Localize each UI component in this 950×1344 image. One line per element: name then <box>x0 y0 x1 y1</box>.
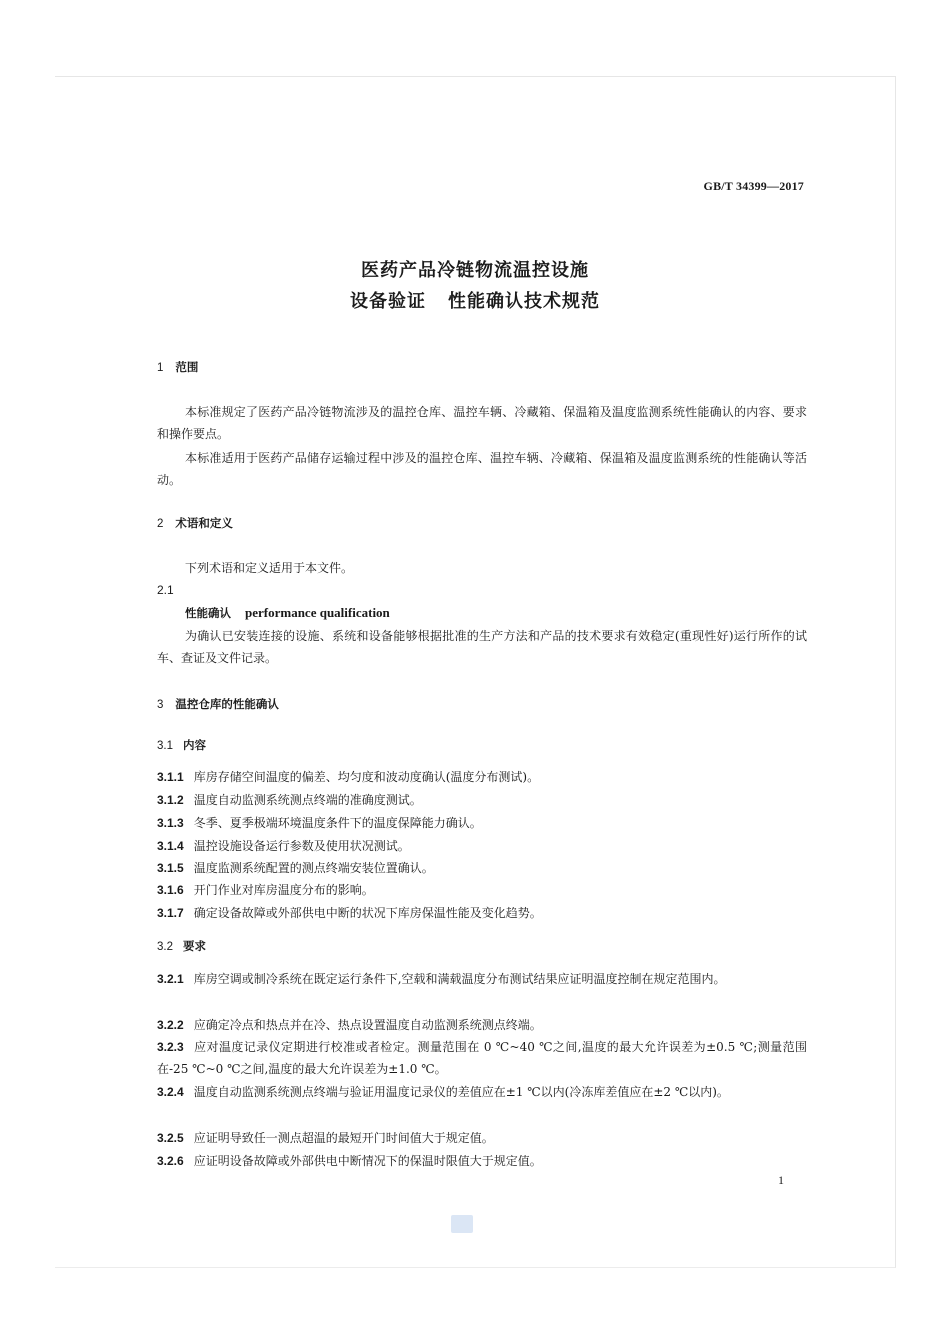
section-title: 术语和定义 <box>175 516 233 530</box>
list-item <box>157 1081 807 1103</box>
page-number: 1 <box>778 1173 784 1187</box>
item-text: 温度自动监测系统测点终端的准确度测试。 <box>193 793 422 807</box>
item-number: 3.1.3 <box>157 816 184 830</box>
item-number: 3.1.7 <box>157 906 184 920</box>
section-number: 3 <box>157 699 164 711</box>
subsection-title: 内容 <box>183 738 206 752</box>
item-number: 3.1.2 <box>157 793 184 807</box>
document-title-line1: 医药产品冷链物流温控设施 <box>361 260 589 281</box>
list-item <box>157 789 807 811</box>
document-title-line2 <box>0 287 950 313</box>
item-text: 应确定冷点和热点并在冷、热点设置温度自动监测系统测点终端。 <box>193 1018 542 1032</box>
item-text: 库房存储空间温度的偏差、均匀度和波动度确认(温度分布测试)。 <box>193 770 540 784</box>
item-text: 应对温度记录仪定期进行校准或者检定。测量范围在 0 ℃~40 ℃之间,温度的最大允许误差为±0.5 ℃;测量范围在-25 ℃~0 ℃之间,温度的最大允许误差为±1.0 ℃。 <box>157 1040 807 1076</box>
section-3-heading <box>157 693 279 716</box>
title-part-b: 性能确认技术规范 <box>448 291 600 312</box>
item-text: 应证明导致任一测点超温的最短开门时间值大于规定值。 <box>193 1131 494 1145</box>
section-title: 温控仓库的性能确认 <box>175 697 279 711</box>
section-number: 1 <box>157 362 164 374</box>
list-item <box>157 879 807 901</box>
watermark-icon <box>451 1215 473 1233</box>
section-number: 2 <box>157 518 164 530</box>
section-1-heading <box>157 356 198 379</box>
item-text: 冬季、夏季极端环境温度条件下的温度保障能力确认。 <box>193 816 482 830</box>
term-english: performance qualification <box>245 605 390 620</box>
section-title: 范围 <box>175 360 199 374</box>
term-name <box>185 602 390 624</box>
item-text: 温控设施设备运行参数及使用状况测试。 <box>193 839 410 853</box>
list-item <box>157 968 807 990</box>
section-2-heading <box>157 512 233 535</box>
list-item <box>157 857 807 879</box>
list-item <box>157 902 807 924</box>
item-number: 3.2.5 <box>157 1131 184 1145</box>
term-number: 2.1 <box>157 583 174 597</box>
item-text: 确定设备故障或外部供电中断的状况下库房保温性能及变化趋势。 <box>193 906 542 920</box>
item-text: 温度自动监测系统测点终端与验证用温度记录仪的差值应在±1 ℃以内(冷冻库差值应在±2 ℃以内)。 <box>193 1085 729 1099</box>
list-item <box>157 1127 807 1149</box>
list-item <box>157 1036 807 1080</box>
list-item <box>157 835 807 857</box>
item-number: 3.2.6 <box>157 1154 184 1168</box>
item-text: 应证明设备故障或外部供电中断情况下的保温时限值大于规定值。 <box>193 1154 542 1168</box>
title-part-a: 设备验证 <box>350 291 426 312</box>
subsection-number: 3.2 <box>157 941 173 953</box>
subsection-3-2-heading <box>157 935 206 958</box>
item-text: 温度监测系统配置的测点终端安装位置确认。 <box>193 861 434 875</box>
intro-text: 下列术语和定义适用于本文件。 <box>185 561 354 575</box>
subsection-title: 要求 <box>183 939 206 953</box>
term-chinese: 性能确认 <box>185 606 231 620</box>
list-item <box>157 1014 807 1036</box>
item-number: 3.2.4 <box>157 1085 184 1099</box>
standard-code: GB/T 34399—2017 <box>703 179 804 193</box>
list-item <box>157 766 807 788</box>
list-item <box>157 812 807 834</box>
item-number: 3.1.5 <box>157 861 184 875</box>
item-number: 3.2.2 <box>157 1018 184 1032</box>
item-number: 3.1.4 <box>157 839 184 853</box>
paragraph: 本标准规定了医药产品冷链物流涉及的温控仓库、温控车辆、冷藏箱、保温箱及温度监测系统性能确认的内容、要求和操作要点。 <box>157 405 807 441</box>
subsection-3-1-heading <box>157 734 206 757</box>
list-item <box>157 1150 807 1172</box>
subsection-number: 3.1 <box>157 740 173 752</box>
item-number: 3.2.1 <box>157 972 184 986</box>
term-definition: 为确认已安装连接的设施、系统和设备能够根据批准的生产方法和产品的技术要求有效稳定(重现性好)运行所作的试车、查证及文件记录。 <box>157 629 807 665</box>
item-number: 3.1.1 <box>157 770 184 784</box>
item-number: 3.2.3 <box>157 1040 184 1054</box>
paragraph: 本标准适用于医药产品储存运输过程中涉及的温控仓库、温控车辆、冷藏箱、保温箱及温度监测系统的性能确认等活动。 <box>157 451 807 487</box>
item-text: 开门作业对库房温度分布的影响。 <box>193 883 374 897</box>
item-text: 库房空调或制冷系统在既定运行条件下,空载和满载温度分布测试结果应证明温度控制在规定范围内。 <box>193 972 726 986</box>
item-number: 3.1.6 <box>157 883 184 897</box>
